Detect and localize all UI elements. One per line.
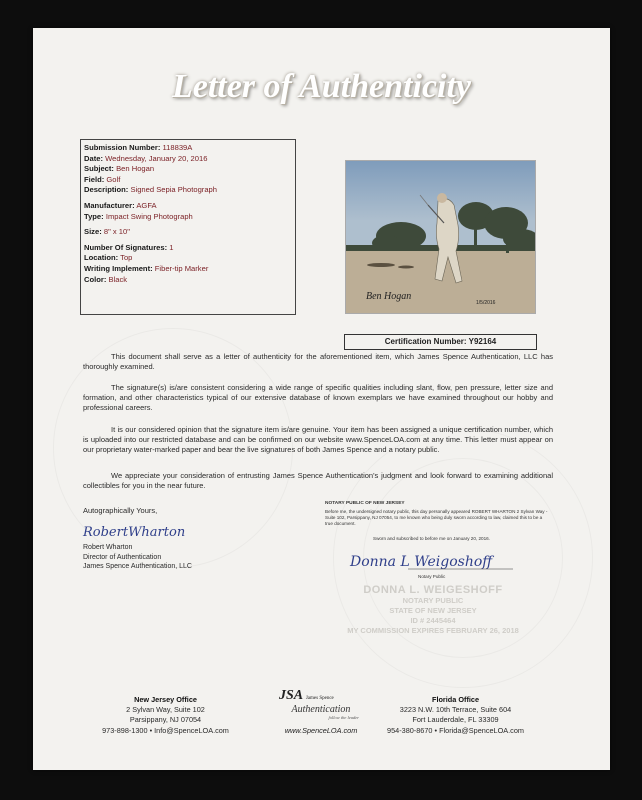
manufacturer-row: Manufacturer: AGFA: [84, 200, 157, 210]
date-row: Date: Wednesday, January 20, 2016: [84, 153, 208, 163]
notary-public-label: Notary Public: [418, 574, 446, 579]
notary-signature-text: Donna L Weigoshoff: [350, 554, 493, 570]
body-paragraph-4: We appreciate your consideration of entrusting James Spence Authentication's judgment and look forward to examining additional collectibles for you in the near future.: [83, 471, 553, 491]
writing-implement-row: Writing Implement: Fiber-tip Marker: [84, 263, 209, 273]
certification-number: Y92164: [468, 337, 497, 346]
notary-statement: Before me, the undersigned notary public, this day personally appeared ROBERT WHARTON 2 Sylvan Way - Suite 102, Parsippany, NJ 07054, to me known who being duly sworn according to law, claimed this to be a true document.: [325, 509, 548, 527]
color-row: Color: Black: [84, 274, 128, 284]
stamp-expiry: MY COMMISSION EXPIRES FEBRUARY 26, 2018: [347, 626, 519, 635]
jsa-logo: [271, 690, 371, 735]
item-photograph: [345, 160, 536, 314]
fl-address-1: 3223 N.W. 10th Terrace, Suite 604: [399, 705, 512, 715]
signer-block: [83, 543, 192, 572]
notary-stamp: [338, 584, 528, 636]
nj-address-2: Parsippany, NJ 07054: [129, 715, 202, 725]
photo-autograph: Ben Hogan: [366, 291, 412, 302]
fl-office-title: Florida Office: [431, 695, 480, 704]
logo-jsa: JSA: [279, 688, 303, 703]
logo-authentication: Authentication: [291, 704, 351, 715]
certification-number-box: [344, 334, 537, 350]
submission-number-row: Submission Number: 118839A: [84, 143, 193, 152]
fl-contact: 954-380-8670 • Florida@SpenceLOA.com: [387, 725, 524, 735]
website-link[interactable]: www.SpenceLOA.com: [284, 726, 358, 735]
golfer-photo-illustration: [346, 161, 536, 314]
nj-address-1: 2 Sylvan Way, Suite 102: [126, 705, 205, 715]
signature-text: RobertWharton: [83, 525, 186, 540]
notary-heading: NOTARY PUBLIC OF NEW JERSEY: [325, 501, 405, 506]
location-row: Location: Top: [84, 253, 133, 263]
body-paragraph-3: It is our considered opinion that the signature item is/are genuine. Your item has been assigned a unique certification number, which is uploaded into our restricted database and can be confirmed on our website www.SpenceLOA.com at any time. This letter must appear on our proprietary water-marked paper and bear the live signatures of both James Spence and a notary public.: [83, 425, 553, 455]
logo-james-spence: James Spence: [305, 696, 334, 701]
stamp-line-2: STATE OF NEW JERSEY: [389, 606, 477, 615]
notary-sworn-line: Sworn and subscribed to before me on January 20, 2016.: [373, 536, 490, 541]
signer-company: James Spence Authentication, LLC: [83, 563, 192, 570]
subject-row: Subject: Ben Hogan: [84, 164, 155, 174]
signer-name: Robert Wharton: [83, 544, 133, 551]
certification-label: Certification Number:: [384, 337, 467, 346]
fl-address-2: Fort Lauderdale, FL 33309: [412, 715, 499, 725]
closing-salutation: Autographically Yours,: [83, 506, 158, 515]
new-jersey-office: [93, 695, 238, 736]
description-row: Description: Signed Sepia Photograph: [84, 185, 217, 195]
item-details-box: [80, 139, 296, 315]
field-row: Field: Golf: [84, 174, 121, 184]
number-of-signatures-row: Number Of Signatures: 1: [84, 242, 174, 252]
stamp-id: ID # 2445464: [410, 616, 456, 625]
photo-date-mark: 1/5/2016: [476, 300, 496, 306]
page-title: Letter of Authenticity: [171, 68, 472, 105]
body-paragraph-2: The signature(s) is/are consistent considering a wide range of specific qualities including slant, flow, pen pressure, letter size and formation, and other characteristics typical of our extensive database of known exemplars we have examined throughout our hobby and professional careers.: [83, 383, 553, 413]
body-paragraph-1: This document shall serve as a letter of authenticity for the aforementioned item, which James Spence Authentication, LLC has thoroughly examined.: [83, 352, 553, 372]
logo-tagline: follow the leader: [328, 715, 359, 720]
nj-office-title: New Jersey Office: [134, 695, 197, 704]
stamp-line-1: NOTARY PUBLIC: [402, 596, 464, 605]
size-row: Size: 8" x 10": [84, 227, 130, 237]
nj-contact: 973-898-1300 • Info@SpenceLOA.com: [102, 725, 229, 735]
type-row: Type: Impact Swing Photograph: [84, 211, 193, 221]
florida-office: [358, 695, 553, 736]
letter-paper: [33, 28, 610, 770]
signer-title: Director of Authentication: [83, 553, 162, 561]
stamp-name: DONNA L. WEIGESHOFF: [363, 584, 503, 596]
